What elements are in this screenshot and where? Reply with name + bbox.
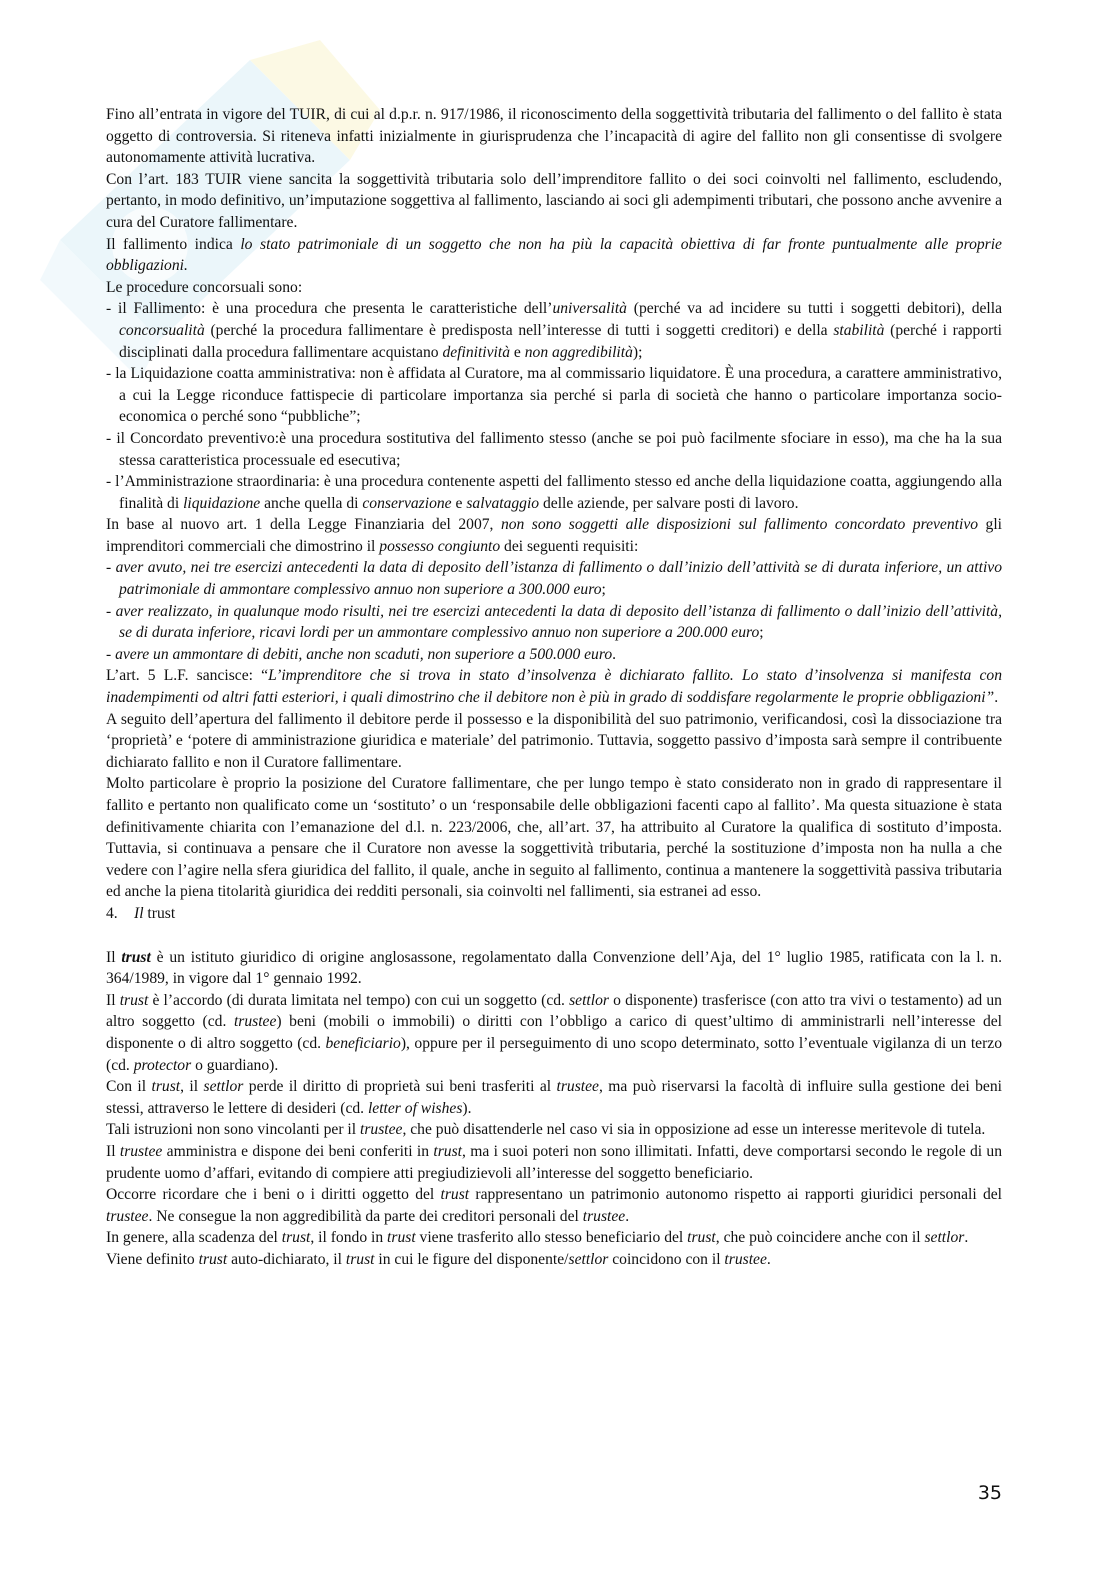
list-item-concordato: - il Concordato preventivo:è una procedura sostitutiva del fallimento stesso (anche se poi può facilmente sfociare in esso), ma che ha la sua stessa caratteristica processuale ed esecutiva; (106, 429, 1002, 469)
paragraph-trust-scadenza: In genere, alla scadenza del trust, il fondo in trust viene trasferito allo stesso beneficiario del trust, che può coincidere anche con il settlor. (106, 1229, 969, 1247)
document-body (106, 104, 1002, 1270)
paragraph-trust-accordo: Il trust è l’accordo (di durata limitata nel tempo) con cui un soggetto (cd. settlor o disponente) trasferisce (con atto tra vivi o testamento) ad un altro soggetto (cd. trustee) beni (mobili o immobili) o diritti con l’obbligo a carico di quest’ultimo di amministrarli nell’interesse del disponente o di altro soggetto (cd. beneficiario), oppure per il perseguimento di uno scopo determinato, sotto l’eventuale vigilanza di un terzo (cd. protector o guardiano). (106, 991, 1002, 1074)
paragraph-tuir-controversy: Fino all’entrata in vigore del TUIR, di cui al d.p.r. n. 917/1986, il riconoscimento della soggettività tributaria del fallimento o del fallito è stata oggetto di controversia. Si riteneva infatti inizialmente in giurisprudenza che l’incapacità di agire del fallito non gli consentisse di svolgere autonomamente attività lucrativa. (106, 106, 1002, 167)
section-heading-trust: 4. Il trust (106, 904, 176, 922)
paragraph-apertura-fallimento: A seguito dell’apertura del fallimento il debitore perde il possesso e la disponibilità del suo patrimonio, verificandosi, così la dissociazione tra ‘proprietà’ e ‘potere di amministrazione giuridica e materiale’ del patrimonio. Tuttavia, soggetto passivo d’imposta sarà sempre il contribuente dichiarato fallito e non il Curatore fallimentare. (106, 710, 1002, 771)
paragraph-procedure-intro: Le procedure concorsuali sono: (106, 278, 303, 296)
list-item-amministrazione: - l’Amministrazione straordinaria: è una procedura contenente aspetti del fallimento stesso ed anche della liquidazione coatta, aggiungendo alla finalità di liquidazione anche quella di conservazione e salvataggio delle aziende, per salvare posti di lavoro. (106, 473, 1002, 512)
list-item-liquidazione: - la Liquidazione coatta amministrativa: non è affidata al Curatore, ma al commissario liquidatore. È una procedura, a carattere amministrativo, a cui la Legge riconduce fattispecie di particolare importanza sia perché si parla di società che hanno o particolare importanza socio-economica o perché sono “pubbliche”; (106, 365, 1002, 426)
paragraph-art-183: Con l’art. 183 TUIR viene sancita la soggettività tributaria solo dell’imprenditore fallito o dei soci coinvolti nel fallimento, escludendo, pertanto, in modo definitivo, un’imputazione soggettiva al fallimento, lasciando ai soci gli adempimenti tributari, che possono anche avvenire a cura del Curatore fallimentare. (106, 170, 1002, 231)
paragraph-art-5-lf: L’art. 5 L.F. sancisce: “L’imprenditore che si trova in stato d’insolvenza è dichiarato fallito. Lo stato d’insolvenza si manifesta con inadempimenti od altri fatti esteriori, i quali dimostrino che il debitore non è più in grado di soddisfare regolarmente le proprie obbligazioni”. (106, 667, 1003, 707)
paragraph-legge-finanziaria: In base al nuovo art. 1 della Legge Finanziaria del 2007, non sono soggetti alle disposizioni sul fallimento concordato preventivo gli imprenditori commerciali che dimostrino il possesso congiunto dei seguenti requisiti: (106, 516, 1002, 555)
paragraph-fallimento-definition: Il fallimento indica lo stato patrimoniale di un soggetto che non ha più la capacità obiettiva di far fronte puntualmente alle proprie obbligazioni. (106, 235, 1002, 275)
paragraph-trust-settlor: Con il trust, il settlor perde il diritto di proprietà sui beni trasferiti al trustee, ma può riservarsi la facoltà di influire sulla gestione dei beni stessi, attraverso le lettere di desideri (cd. letter of wishes). (106, 1078, 1002, 1117)
list-item-requisito-ricavi: - aver realizzato, in qualunque modo risulti, nei tre esercizi antecedenti la data di deposito dell’istanza di fallimento o dall’inizio dell’attività, se di durata inferiore, ricavi lordi per un ammontare complessivo annuo non superiore a 200.000 euro; (106, 602, 1002, 642)
paragraph-trust-patrimonio: Occorre ricordare che i beni o i diritti oggetto del trust rappresentano un patrimonio autonomo rispetto ai rapporti giuridici personali del trustee. Ne consegue la non aggredibilità da parte dei creditori personali del trustee. (106, 1186, 1003, 1225)
paragraph-curatore: Molto particolare è proprio la posizione del Curatore fallimentare, che per lungo tempo è stato considerato non in grado di rappresentare il fallito e pertanto non qualificato come un ‘sostituto’ o un ‘responsabile delle obbligazioni facenti capo al fallito’. Ma questa situazione è stata definitivamente chiarita con l’emanazione del d.l. n. 223/2006, che, all’art. 37, ha attribuito al Curatore la qualifica di sostituto d’imposta. Tuttavia, si continuava a pensare che il Curatore non avesse la soggettività tributaria, perché la sostituzione d’imposta non ha nulla a che vedere con l’agire nella sfera giuridica del fallito, il quale, anche in seguito al fallimento, continua a mantenere la soggettività passiva tributaria ed anche la piena titolarità giuridica dei redditi personali, sia coinvolti nel fallimenti, sia estranei ad esso. (106, 775, 1002, 901)
page-number: 35 (977, 1482, 1002, 1504)
list-item-requisito-attivo: - aver avuto, nei tre esercizi antecedenti la data di deposito dell’istanza di fallimento o dall’inizio dell’attività se di durata inferiore, un attivo patrimoniale di ammontare complessivo annuo non superiore a 300.000 euro; (106, 559, 1002, 599)
paragraph-trust-trustee: Il trustee amministra e dispone dei beni conferiti in trust, ma i suoi poteri non sono illimitati. Infatti, deve comportarsi secondo le regole di un prudente uomo d’affari, evitando di compiere atti pregiudizievoli all’interesse del soggetto beneficiario. (106, 1142, 1002, 1182)
paragraph-trust-istituto: Il trust è un istituto giuridico di origine anglosassone, regolamentato dalla Convenzione dell’Aja, del 1° luglio 1985, ratificata con la l. n. 364/1989, in vigore dal 1° gennaio 1992. (106, 948, 1002, 988)
list-item-fallimento: - il Fallimento: è una procedura che presenta le caratteristiche dell’universalità (perché va ad incidere su tutti i soggetti debitori), della concorsualità (perché la procedura fallimentare è predisposta nell’interesse di tutti i soggetti creditori) e della stabilità (perché i rapporti disciplinati dalla procedura fallimentare acquistano definitività e non aggredibilità); (106, 300, 1002, 361)
list-item-requisito-debiti: - avere un ammontare di debiti, anche non scaduti, non superiore a 500.000 euro. (106, 645, 617, 663)
paragraph-trust-auto-dichiarato: Viene definito trust auto-dichiarato, il trust in cui le figure del disponente/settlor coincidono con il trustee. (106, 1250, 771, 1268)
paragraph-trust-istruzioni: Tali istruzioni non sono vincolanti per il trustee, che può disattenderle nel caso vi sia in opposizione ad esse un interesse meritevole di tutela. (106, 1121, 986, 1139)
